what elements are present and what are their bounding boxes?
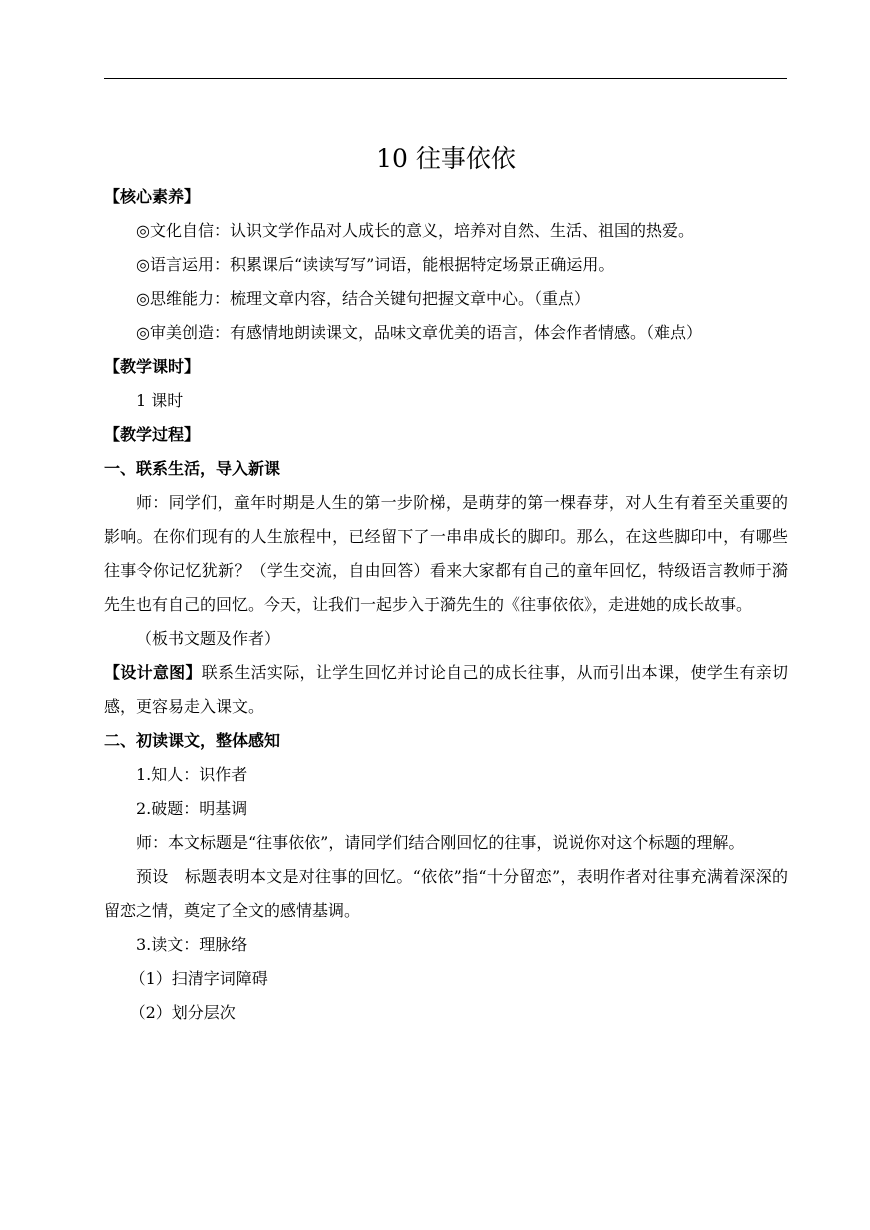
design-intent-label: 【设计意图】 [104, 663, 202, 682]
part2-preset-paragraph: 预设 标题表明本文是对往事的回忆。“依依”指“十分留恋”，表明作者对往事充满着深深的留恋之情，奠定了全文的感情基调。 [104, 867, 788, 920]
part1-design-intent [104, 656, 788, 724]
design-intent-text: 联系生活实际，让学生回忆并讨论自己的成长往事，从而引出本课，使学生有亲切感，更容易走入课文。 [104, 663, 788, 716]
part2-step2: 2.破题：明基调 [136, 799, 248, 818]
core-item-culture: ◎文化自信：认识文学作品对人成长的意义，培养对自然、生活、祖国的热爱。 [136, 221, 694, 240]
document-body [104, 140, 788, 1030]
part2-step3: 3.读文：理脉络 [136, 935, 248, 954]
part2-teacher-paragraph: 师：本文标题是“往事依依”，请同学们结合刚回忆的往事，说说你对这个标题的理解。 [136, 833, 745, 852]
part2-heading: 二、初读课文，整体感知 [104, 731, 281, 750]
part1-heading: 一、联系生活，导入新课 [104, 459, 281, 478]
part1-board-note: （板书文题及作者） [136, 629, 281, 648]
part2-sub2: （2）划分层次 [129, 1003, 236, 1022]
document-title: 10 往事依依 [376, 144, 516, 173]
core-item-thinking: ◎思维能力：梳理文章内容，结合关键句把握文章中心。（重点） [136, 289, 590, 308]
part2-sub1: （1）扫清字词障碍 [129, 969, 268, 988]
header-rule [104, 78, 787, 79]
core-item-language: ◎语言运用：积累课后“读读写写”词语，能根据特定场景正确运用。 [136, 255, 615, 274]
teaching-hours-value: 1 课时 [136, 391, 184, 410]
core-item-aesthetic: ◎审美创造：有感情地朗读课文，品味文章优美的语言，体会作者情感。（难点） [136, 323, 702, 342]
core-literacy-heading: 【核心素养】 [104, 187, 201, 206]
part2-step1: 1.知人：识作者 [136, 765, 248, 784]
teaching-hours-heading: 【教学课时】 [104, 357, 201, 376]
teaching-process-heading: 【教学过程】 [104, 425, 201, 444]
part1-teacher-paragraph: 师：同学们，童年时期是人生的第一步阶梯，是萌芽的第一棵春芽，对人生有着至关重要的影响。在你们现有的人生旅程中，已经留下了一串串成长的脚印。那么，在这些脚印中，有哪些往事令你记忆犹新？（学生交流，自由回答）看来大家都有自己的童年回忆，特级语言教师于漪先生也有自己的回忆。今天，让我们一起步入于漪先生的《往事依依》，走进她的成长故事。 [104, 493, 788, 614]
